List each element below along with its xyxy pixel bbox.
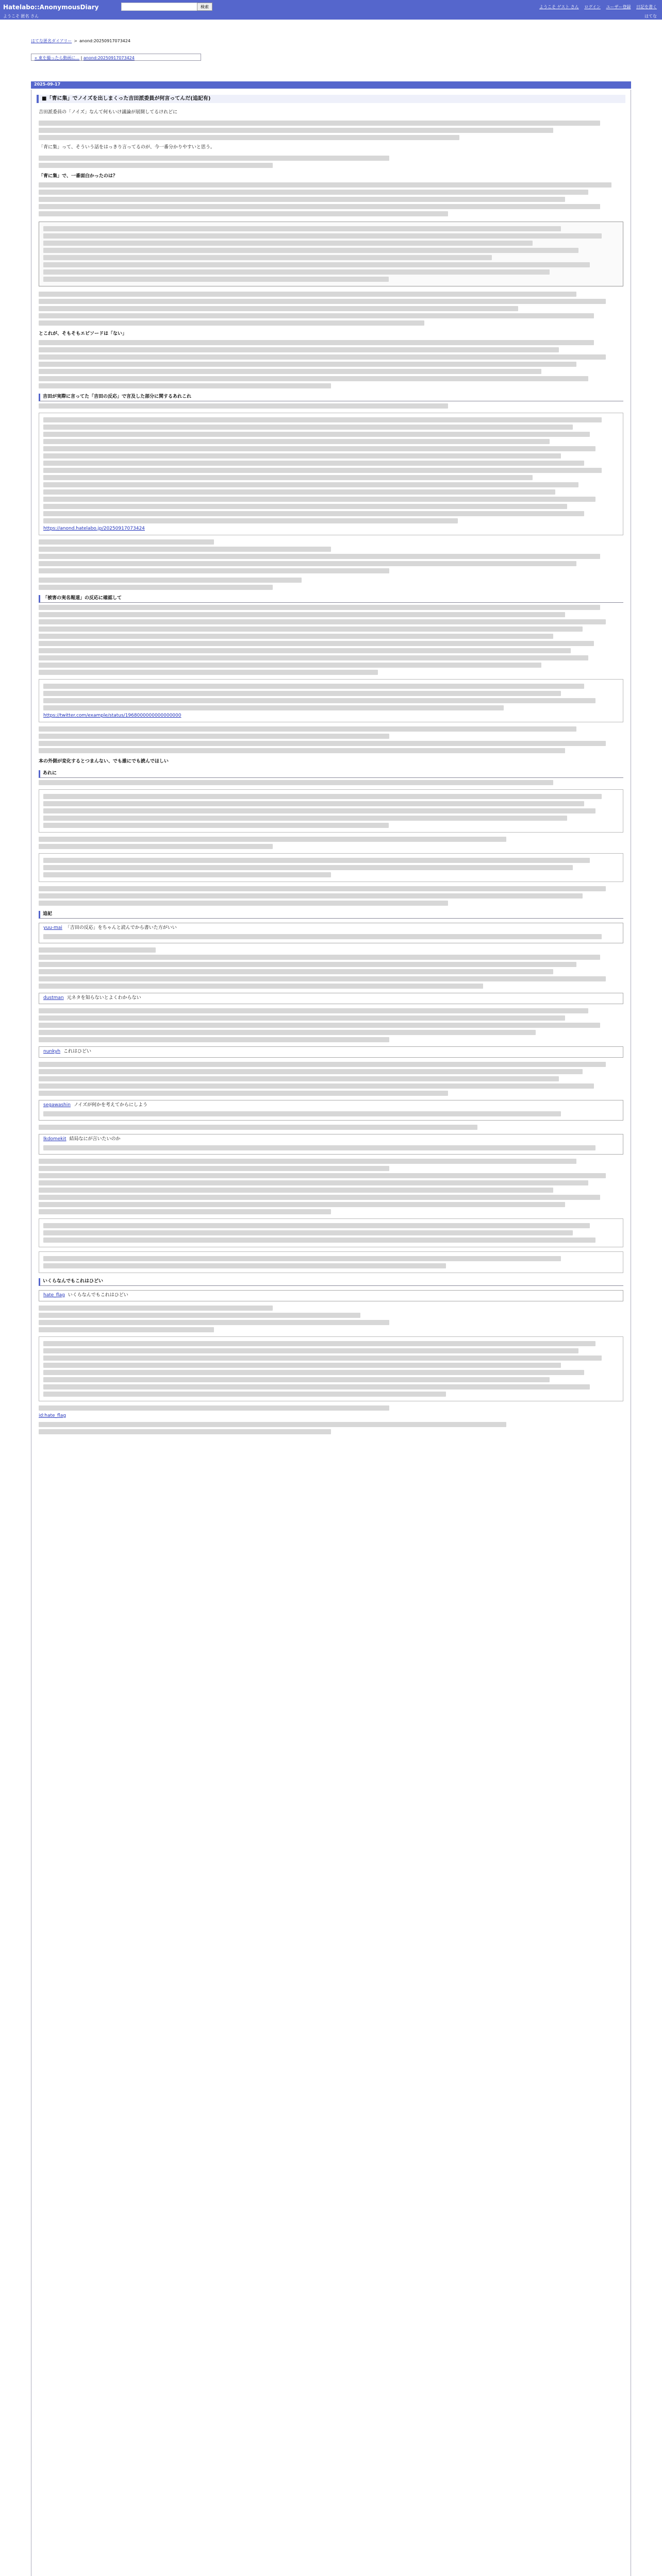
comment-text: いくらなんでもこれはひどい [68,1292,128,1298]
comment-text: 結局なにが言いたいのか [69,1137,121,1142]
comment-author[interactable]: dustman [43,995,64,1001]
section-heading: 吉田が実際に言ってた「吉田の反応」で言及した部分に関するあれこれ [39,394,623,401]
profile-link[interactable]: id:hate_flag [39,1413,66,1418]
text-block [39,780,623,785]
comment-author[interactable]: lkdomekit [43,1137,67,1142]
sub-bar-left[interactable]: ようこそ 匿名 さん [3,14,39,19]
quote-box [39,679,623,722]
comment [39,1290,623,1301]
text-block [39,1008,623,1042]
text-block [39,1125,623,1130]
text-block [39,292,623,326]
entry-paragraph: 吉田派委員の「ノイズ」なんて何もいけ議論が展開してるけれどに [39,110,178,115]
search-input[interactable] [121,3,197,11]
text-block [39,340,623,388]
day-header: 2025-09-17 [31,81,631,89]
quote-box [39,1336,623,1401]
text-block [39,837,623,849]
header-link-login[interactable]: ログイン [584,5,601,9]
quote-box [39,1251,623,1273]
header-link-register[interactable]: ユーザー登録 [606,5,631,9]
comment [39,993,623,1004]
text-block [39,578,623,590]
breadcrumb-separator: > [74,39,77,43]
pager-separator: | [80,56,84,60]
sub-bar [0,13,662,20]
text-block [39,121,623,140]
entry-title: ■「青に集」でノイズを出しまくった吉田派委員が何言ってんだ(追記有) [37,95,625,103]
comment [39,1046,623,1058]
quote-box [39,1218,623,1247]
text-block [39,1306,623,1332]
text-block [39,1159,623,1214]
header-bar [0,0,662,13]
pager-prev-link[interactable]: « 東を撮ったら動画に... [35,56,80,60]
comment-text: 元ネタを知らないとよくわからない [67,995,141,1001]
text-block [39,605,623,675]
entry-pager [31,54,201,61]
header-link-welcome[interactable]: ようこそ ゲスト さん [539,5,579,9]
quote-box [39,413,623,535]
text-block [39,539,623,573]
site-logo[interactable]: Hatelabo::AnonymousDiary [3,4,99,11]
section-heading: とこれが、そもそもエピソードは「ない」 [39,331,127,336]
quote-box [39,789,623,833]
sub-bar-right[interactable]: はてな [644,14,657,19]
comment-text: 「吉田の反応」をちゃんと読んでから書いた方がいい [65,925,177,931]
entry-body [39,109,623,2576]
entry-paragraph: 「青に集」って、そういう話をはっきり言ってるのが、今一番分かりやすいと思う。 [39,144,215,150]
header-link-write[interactable]: 日記を書く [636,5,657,9]
text-block [39,726,623,753]
section-heading: 追記 [39,911,623,919]
header-links [535,4,657,10]
section-heading: あれに [39,770,623,778]
section-heading: 「被害の実名報道」の反応に確認して [39,595,623,603]
section-heading: 「青に集」で、一番面白かったのは？ [39,173,118,179]
search-button[interactable]: 検索 [197,3,212,11]
quote-box [39,222,623,286]
pager-self-link[interactable]: anond:20250917073424 [83,56,135,60]
breadcrumb-home[interactable]: はてな匿名ダイアリー [31,39,72,43]
comment-author[interactable]: hate_flag [43,1292,65,1298]
comment-author[interactable]: segawashin [43,1103,71,1108]
comment [39,1134,623,1155]
text-block [39,156,623,168]
text-block [39,182,623,216]
text-block [39,1062,623,1096]
comment-author[interactable]: yuu-mai [43,925,62,931]
text-block [39,947,623,989]
comment-text: これはひどい [63,1049,92,1055]
comment [39,923,623,943]
comment-author[interactable]: nunkyh [43,1049,61,1055]
quote-box [39,853,623,882]
source-link[interactable]: https://twitter.com/example/status/1968000000000000000 [43,713,181,718]
text-block [39,886,623,906]
comment [39,1100,623,1121]
text-block [39,1405,623,1434]
section-heading: いくらなんでもこれはひどい [39,1278,623,1286]
breadcrumb [31,38,130,44]
breadcrumb-current: anond:20250917073424 [79,39,130,43]
section-heading: 本の外側が変化するとつまんない、でも誰にでも読んでほしい [39,758,169,764]
source-link[interactable]: https://anond.hatelabo.jp/20250917073424 [43,526,145,531]
diary-entry [31,90,631,2576]
comment-text: ノイズが何かを考えてからにしよう [73,1103,148,1108]
text-block [39,403,623,409]
